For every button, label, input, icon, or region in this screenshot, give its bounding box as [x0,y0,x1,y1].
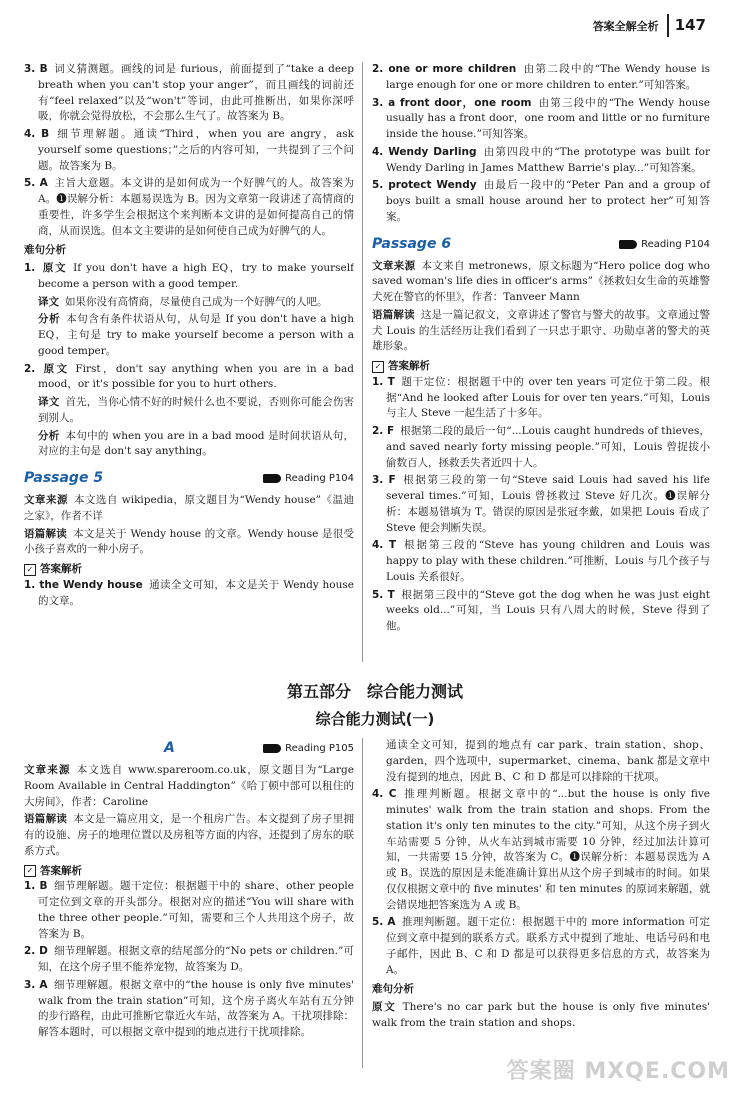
answer-item: 1. B 细节理解题。题干定位：根据题干中的 share、other people 可定位到文章的开头部分。根据对应的描述“You will share with the three other people.”可知，需要和三个人共用这个房子，故答案为 B。 [24,880,354,940]
pointing-hand-icon [263,744,281,753]
passage-5-header [24,468,354,489]
passage-6-ref: Reading P104 [641,238,710,250]
answer-item: 1. T 题干定位：根据题干中的 over ten years 可定位于第二段。根据“And he looked after Louis for over ten years.”可知，Louis 与主人 Steve 一起生活了十多年。 [372,375,710,420]
hard-line: 分析 本句含有条件状语从句，从句是 If you don't have a high EQ，主句是 try to make yourself become a person with a good temper。 [38,313,354,357]
answer-heading: ✓ 答案解析 [24,864,354,880]
passage-6-title: Passage 6 [372,235,452,252]
hard-line: 原文 There's no car park but the house is only five minutes' walk from the train station and shops. [372,1001,710,1029]
passage-5-title: Passage 5 [24,470,104,486]
hard-line: 译文 首先，当你心情不好的时候什么也不要说，否则你可能会伤害到别人。 [38,396,354,424]
left-column-bottom [24,738,354,1068]
answer-item: 3. F 根据第三段的第一句“Steve said Louis had saved his life several times.”可知，Louis 曾拯救过 Steve 好几次。❶误解分析：本题易错填为 T。错误的原因是张冠李戴，如果把 Louis 看成了 Steve 便会判断失误。 [372,474,710,534]
answer-item: 2. F 根据第二段的最后一句“...Louis caught hundreds of thieves，and saved nearly forty missing people.”可知，Louis 曾捉拔小偷数百人，拯救丢失者近四十人。 [372,425,710,469]
source-line: 文章来源 本文选自 www.spareroom.co.uk，原文题目为“Large Room Available in Central Haddington”《哈丁顿中部可以租住的大房间》，作者：Caroline [24,764,354,808]
pointing-hand-icon [263,474,281,483]
continued-text: 通读全文可知，提到的地点有 car park、train station、shop、garden，四个选项中，supermarket、cinema、bank 都是文章中没有提到的地点，因此 B、C 和 D 都是可以排除的干扰项。 [386,739,710,783]
right-column-bottom [372,738,710,1068]
answer-heading: ✓ 答案解析 [372,359,710,375]
passage-6-header [372,234,710,255]
page-header [593,14,706,37]
answer-box-icon: ✓ [24,564,36,576]
reading-line: 语篇解读 这是一篇记叙文，文章讲述了警官与警犬的故事。文章通过警犬 Louis 的生活经历让我们看到了一只忠于职守、功勋卓著的警犬的英雄形象。 [372,308,710,353]
answer-item: 5. A 推理判断题。题干定位：根据题干中的 more information 可定位到文章中提到的联系方式。联系方式中提到了地址、电话号码和电子邮件，因此 B、C 和 D 都是可以获得更多信息的方式，故答案为 A。 [372,916,710,976]
section-a-ref: Reading P105 [285,743,354,754]
hard-sentence-heading: 难句分析 [24,244,66,257]
answer-item: 4. T 根据第三段的“Steve has young children and Louis was happy to play with these children.”可推断，Louis 与几个孩子与 Louis 关系很好。 [372,539,710,583]
answer-item: 5. protect Wendy 由最后一段中的“Peter Pan and a group of boys built a small house around her to protect her”可知答案。 [372,179,710,223]
right-column-top [372,62,710,662]
answer-box-icon: ✓ [24,865,36,877]
source-line: 文章来源 本文来自 metronews，原文标题为“Hero police dog who saved woman's life dies in officer's arms”《拯救妇女生命的英雄警犬死在警官的怀里》，作者：Tanveer Mann [372,259,710,303]
answer-item: 4. B 细节理解题。通读“Third，when you are angry，ask yourself some questions；”之后的内容可知，一共提到了三个问题。故答案为 B。 [24,128,354,172]
answer-item: 2. one or more children 由第二段中的“The Wendy house is large enough for one or more children to enter.”可知答案。 [372,63,710,91]
answer-item: 5. A 主旨大意题。本文讲的是如何成为一个好脾气的人。故答案为 A。❶误解分析：本题易误选为 B。因为文章第一段讲述了高情商的重要性，许多学生会根据这个来判断本文讲的是如何提高自己的情商，从而误选。但本文主要讲的是如何使自己成为好脾气的人。 [24,177,354,237]
hard-sentence-heading: 难句分析 [372,983,414,996]
header-label: 答案全解全析 [592,20,659,33]
answer-box-icon: ✓ [372,361,384,373]
column-divider-bottom [362,738,363,1068]
reading-line: 语篇解读 本文是一篇应用文，是一个租房广告。本文提到了房子里拥有的设施、房子的地理位置以及房租等方面的内容，还提到了房东的联系方式。 [24,813,354,857]
hard-line: 译文 如果你没有高情商，尽量使自己成为一个好脾气的人吧。 [38,295,328,308]
source-line: 文章来源 本文选自 wikipedia，原文题目为“Wendy house”《温迪之家》，作者不详 [24,494,354,522]
part-subtitle: 综合能力测试(一) [315,710,435,728]
answer-item: 3. B 词义猜测题。画线的词是 furious，前面提到了“take a deep breath when you can't stop your anger”，而且画线的词前还有“feel relaxed”以及“won't”等词，由此可推断出，如果你深呼吸，你就会觉得放松，不会那么生气了。故答案为 B。 [24,63,354,123]
hard-line: 2. 原文 First，don't say anything when you are in a bad mood，or it's possible for you to hurt others. [24,362,354,391]
answer-item: 4. C 推理判断题。根据文章中的“...but the house is only five minutes' walk from the train station and shops. From the station it's only ten minutes to the city.”可知，从这个房子到火车站需要 5 分钟，从火车站到城市需要 10 分钟，经过加法计算可知，一共需要 15 分钟，故答案为 C。❶误解分析：本题易误选为 A 或 B。误选的原因是未能准确计算出从这个房子到城市的时间。如果仅仅根据文章中的 five minutes' 和 ten minutes 的原词来解题，就会错误地把答案选为 A 或 B。 [372,788,710,911]
watermark: 答案圈 MXQE.COM [506,1059,730,1084]
reading-line: 语篇解读 本文是关于 Wendy house 的文章。Wendy house 是很受小孩子喜欢的一种小房子。 [24,527,354,556]
hard-line: 分析 本句中的 when you are in a bad mood 是时间状语从句，对应的主句是 don't say anything。 [38,429,354,458]
pointing-hand-icon [619,240,637,249]
part-title: 第五部分 综合能力测试 [286,682,463,701]
answer-item: 4. Wendy Darling 由第四段中的“The prototype was built for Wendy Darling in James Matthew Barrie's play...”可知答案。 [372,145,710,174]
answer-item: 3. A 细节理解题。根据文章中的“the house is only five minutes' walk from the train station”可知，这个房子离火车站有五分钟的步行路程，由此可推断它靠近火车站，故答案为 A。干扰项排除：解答本题时，可以根据文章中提到的地点进行干扰项排除。 [24,978,354,1038]
hard-line: 1. 原文 If you don't have a high EQ，try to make yourself become a person with a good temper. [24,262,354,290]
section-a-header [24,738,354,759]
left-column-top [24,62,354,662]
section-a-title: A [164,740,175,756]
passage-5-ref: Reading P104 [285,473,354,484]
answer-heading: ✓ 答案解析 [24,562,354,578]
answer-item: 2. D 细节理解题。根据文章的结尾部分的“No pets or children.”可知，在这个房子里不能养宠物，故答案为 D。 [24,945,354,973]
answer-item: 3. a front door，one room 由第三段中的“The Wendy house usually has a front door，one room and little or no furniture inside the house.”可知答案。 [372,96,710,140]
answer-item: 5. T 根据第三段中的“Steve got the dog when he was just eight weeks old...”可知，当 Louis 只有八周大的时候，Steve 得到了他。 [372,588,710,632]
answer-item: 1. the Wendy house 通读全文可知，本文是关于 Wendy house 的文章。 [24,578,354,607]
page-number: 147 [667,14,706,37]
column-divider-top [362,62,363,662]
